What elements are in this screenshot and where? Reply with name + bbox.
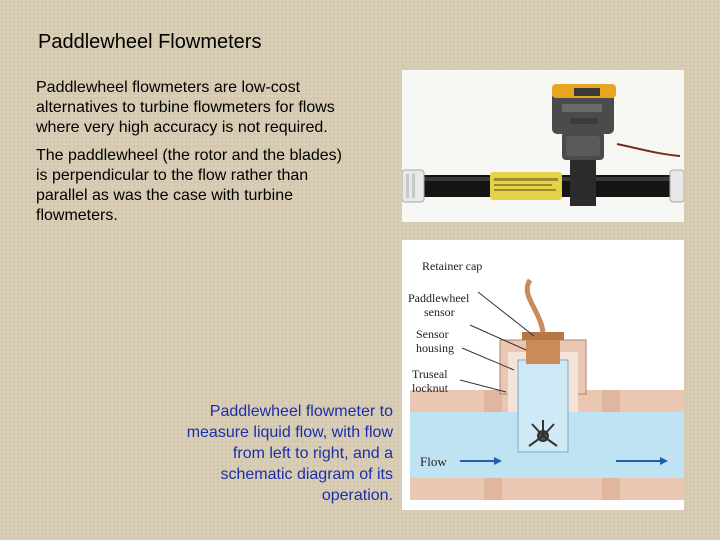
flowmeter-photo-drawing bbox=[402, 70, 684, 222]
label-sensor-housing-2: housing bbox=[416, 341, 455, 355]
paragraph-orientation: The paddlewheel (the rotor and the blades) is perpendicular to the flow rather than parallel as was the case with turbine flowmeters. bbox=[36, 147, 342, 224]
flowmeter-schematic bbox=[402, 240, 684, 510]
label-truseal-locknut-1: Truseal bbox=[412, 367, 448, 381]
label-paddlewheel-sensor-1: Paddlewheel bbox=[408, 291, 470, 305]
label-sensor-housing-1: Sensor bbox=[416, 327, 449, 341]
slide-title: Paddlewheel Flowmeters bbox=[38, 31, 262, 53]
label-paddlewheel-sensor-2: sensor bbox=[424, 305, 455, 319]
figure-caption: Paddlewheel flowmeter to measure liquid flow, with flow from left to right, and a schematic diagram of its operation. bbox=[186, 403, 393, 504]
label-retainer-cap: Retainer cap bbox=[422, 259, 483, 273]
flowmeter-photo bbox=[402, 70, 684, 222]
paragraph-intro: Paddlewheel flowmeters are low-cost alternatives to turbine flowmeters for flows where very high accuracy is not required. bbox=[36, 79, 335, 136]
label-flow: Flow bbox=[420, 454, 447, 469]
body-text bbox=[36, 78, 356, 234]
schematic-drawing bbox=[402, 240, 684, 510]
label-truseal-locknut-2: locknut bbox=[412, 381, 448, 395]
